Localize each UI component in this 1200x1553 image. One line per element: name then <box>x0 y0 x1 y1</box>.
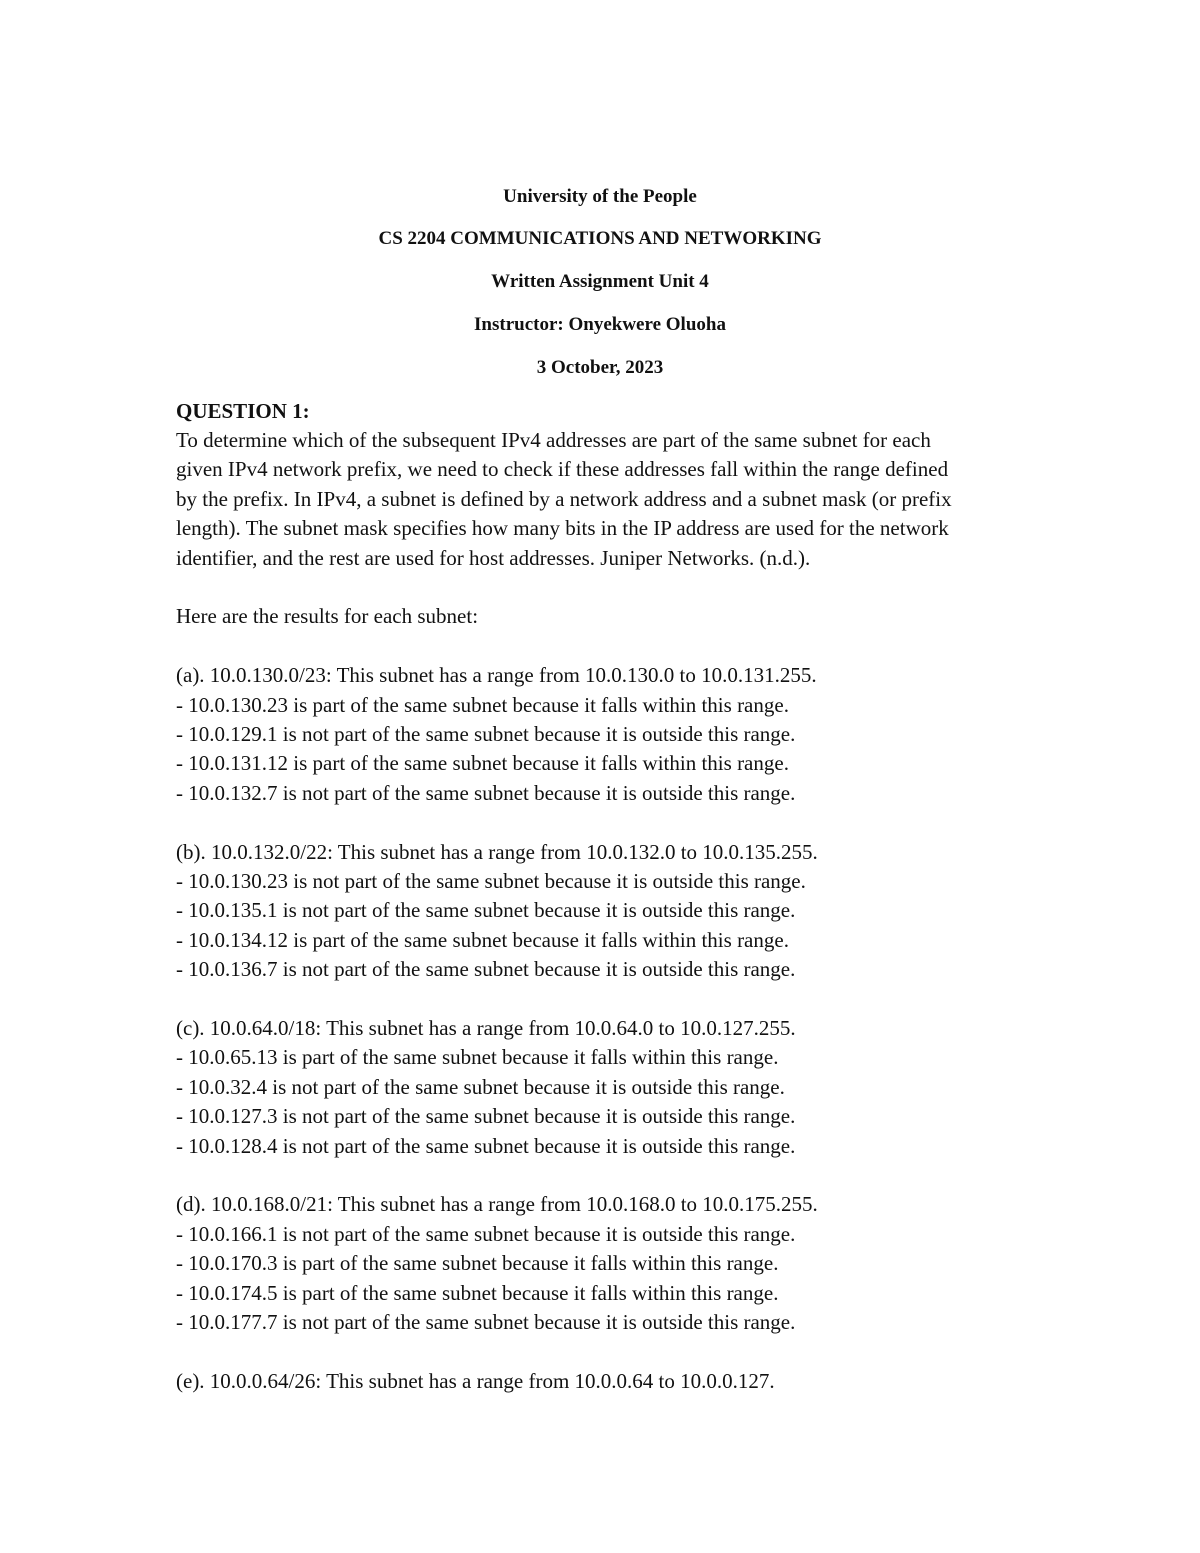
subnet-item: - 10.0.132.7 is not part of the same subnet because it is outside this range. <box>176 780 796 805</box>
intro-line: length). The subnet mask specifies how many bits in the IP address are used for the network <box>176 516 949 541</box>
subnet-item: - 10.0.32.4 is not part of the same subnet because it is outside this range. <box>176 1074 785 1099</box>
subnet-item: - 10.0.65.13 is part of the same subnet because it falls within this range. <box>176 1045 779 1070</box>
instructor-name: Instructor: Onyekwere Oluoha <box>474 314 726 335</box>
subnet-item: - 10.0.127.3 is not part of the same subnet because it is outside this range. <box>176 1104 796 1129</box>
subnet-item: - 10.0.135.1 is not part of the same subnet because it is outside this range. <box>176 898 796 923</box>
subnet-block-d <box>176 1190 1076 1337</box>
subnet-block-a <box>176 661 1076 808</box>
subnet-item: - 10.0.134.12 is part of the same subnet because it falls within this range. <box>176 927 789 952</box>
subnet-item: - 10.0.166.1 is not part of the same subnet because it is outside this range. <box>176 1221 796 1246</box>
assignment-title: Written Assignment Unit 4 <box>491 271 709 292</box>
subnet-item: - 10.0.130.23 is not part of the same subnet because it is outside this range. <box>176 869 806 894</box>
subnet-item: - 10.0.129.1 is not part of the same subnet because it is outside this range. <box>176 722 796 747</box>
subnet-heading: (c). 10.0.64.0/18: This subnet has a range from 10.0.64.0 to 10.0.127.255. <box>176 1016 796 1041</box>
document-date: 3 October, 2023 <box>536 357 664 378</box>
subnet-item: - 10.0.128.4 is not part of the same subnet because it is outside this range. <box>176 1133 796 1158</box>
subnet-item: - 10.0.177.7 is not part of the same subnet because it is outside this range. <box>176 1310 796 1335</box>
intro-line: by the prefix. In IPv4, a subnet is defined by a network address and a subnet mask (or prefix <box>176 486 952 511</box>
question-title: QUESTION 1: <box>176 399 310 423</box>
subnet-item: - 10.0.136.7 is not part of the same subnet because it is outside this range. <box>176 957 796 982</box>
subnet-item: - 10.0.131.12 is part of the same subnet because it falls within this range. <box>176 751 789 776</box>
intro-line: identifier, and the rest are used for host addresses. Juniper Networks. (n.d.). <box>176 545 811 570</box>
intro-line: given IPv4 network prefix, we need to check if these addresses fall within the range defined <box>176 457 949 482</box>
subnet-heading: (a). 10.0.130.0/23: This subnet has a range from 10.0.130.0 to 10.0.131.255. <box>176 663 817 688</box>
subnet-block-b <box>176 838 1076 985</box>
question-section <box>176 397 1076 1396</box>
subnet-heading: (b). 10.0.132.0/22: This subnet has a range from 10.0.132.0 to 10.0.135.255. <box>176 839 818 864</box>
subnet-block-e <box>176 1367 1076 1396</box>
subnet-block-c <box>176 1014 1076 1161</box>
subnet-item: - 10.0.130.23 is part of the same subnet because it falls within this range. <box>176 692 789 717</box>
subnet-item: - 10.0.174.5 is part of the same subnet because it falls within this range. <box>176 1280 779 1305</box>
subnet-heading: (e). 10.0.0.64/26: This subnet has a range from 10.0.0.64 to 10.0.0.127. <box>176 1368 775 1393</box>
results-intro: Here are the results for each subnet: <box>176 604 479 629</box>
course-title: CS 2204 COMMUNICATIONS AND NETWORKING <box>378 228 822 249</box>
subnet-heading: (d). 10.0.168.0/21: This subnet has a range from 10.0.168.0 to 10.0.175.255. <box>176 1192 818 1217</box>
intro-paragraph <box>176 426 1076 573</box>
university-name: University of the People <box>503 186 697 207</box>
subnet-item: - 10.0.170.3 is part of the same subnet because it falls within this range. <box>176 1251 779 1276</box>
intro-line: To determine which of the subsequent IPv4 addresses are part of the same subnet for each <box>176 428 931 452</box>
